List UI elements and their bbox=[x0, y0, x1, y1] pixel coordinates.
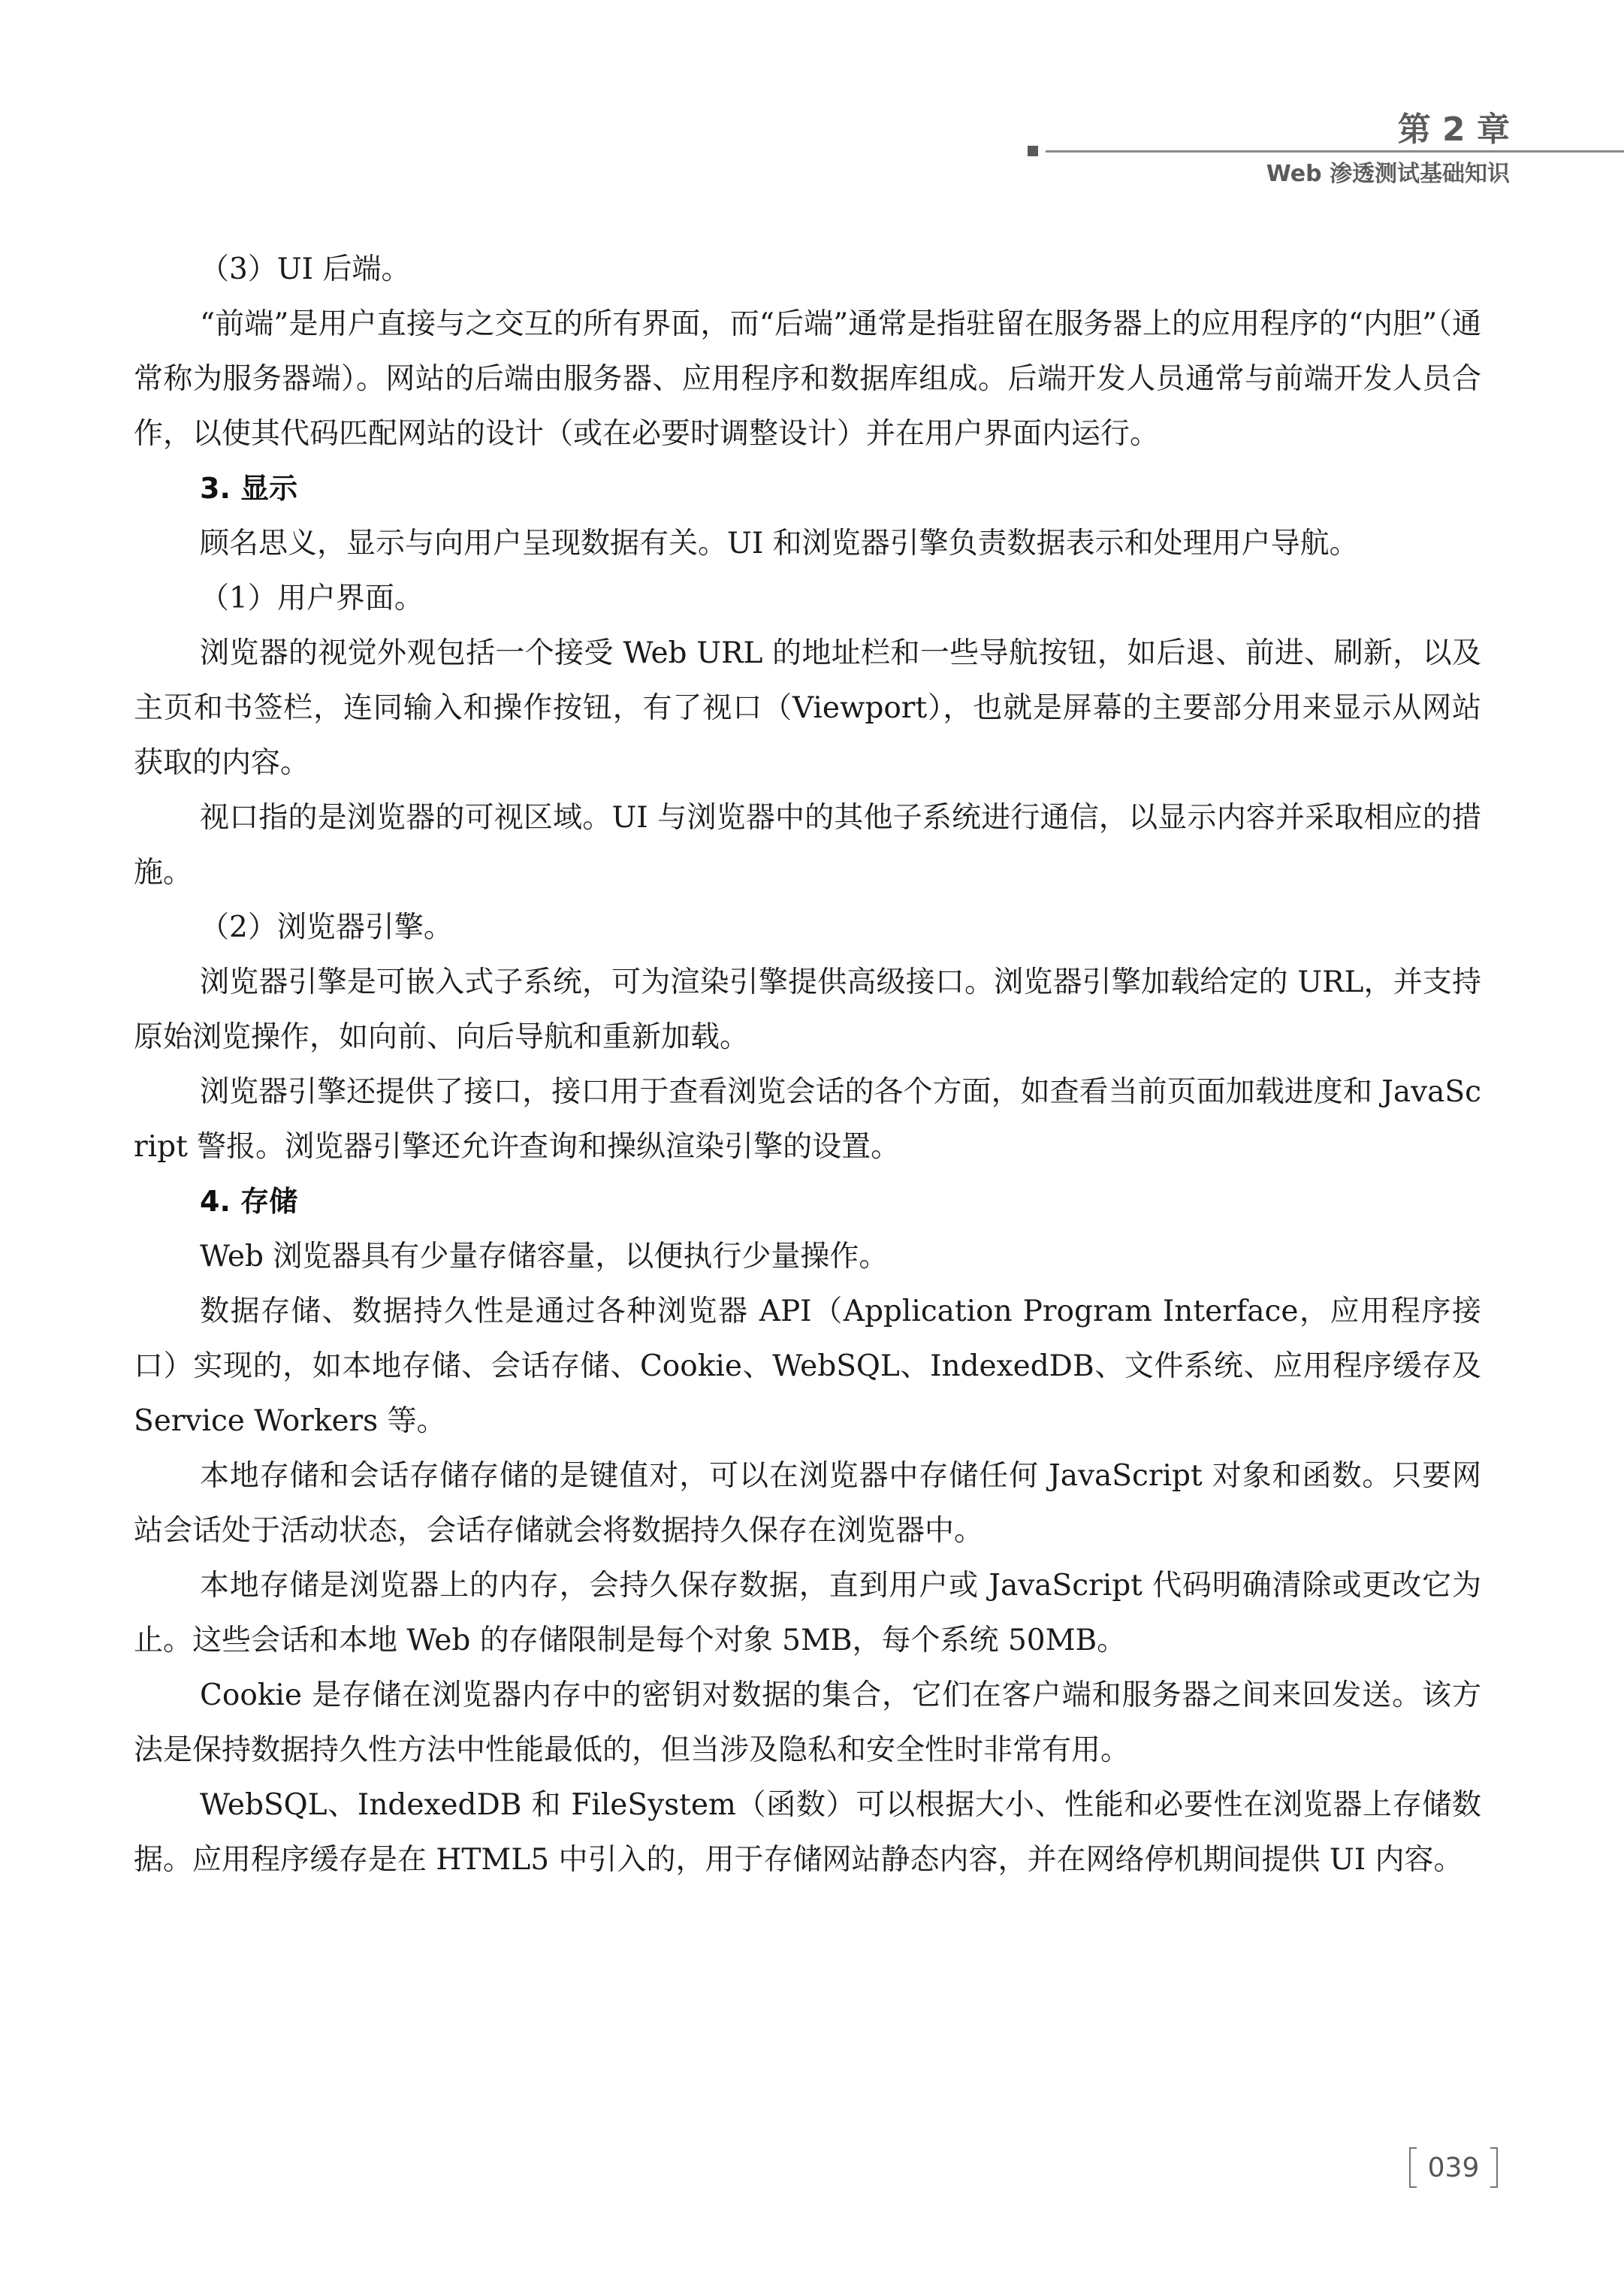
paragraph-storage-5: Cookie 是存储在浏览器内存中的密钥对数据的集合，它们在客户端和服务器之间来回发送。该方法是保持数据持久性方法中性能最低的，但当涉及隐私和安全性时非常有用。 bbox=[134, 1678, 1481, 1767]
header-marker bbox=[1028, 146, 1038, 156]
right-bracket bbox=[1490, 2147, 1498, 2188]
page-number-text: 039 bbox=[1427, 2152, 1480, 2183]
chapter-title: Web 渗透测试基础知识 bbox=[1266, 161, 1510, 187]
page-body bbox=[134, 242, 1481, 1887]
list-item-user-interface: （1）用户界面。 bbox=[200, 582, 424, 615]
paragraph-storage-3: 本地存储和会话存储存储的是键值对，可以在浏览器中存储任何 JavaScript 对象和函数。只要网站会话处于活动状态，会话存储就会将数据持久保存在浏览器中。 bbox=[134, 1459, 1481, 1548]
paragraph-storage-4: 本地存储是浏览器上的内存，会持久保存数据，直到用户或 JavaScript 代码明确清除或更改它为止。这些会话和本地 Web 的存储限制是每个对象 5MB，每个系统 50MB。 bbox=[134, 1569, 1481, 1657]
section-heading-display: 3. 显示 bbox=[200, 472, 298, 505]
list-item-browser-engine: （2）浏览器引擎。 bbox=[200, 911, 453, 944]
paragraph-backend: “前端”是用户直接与之交互的所有界面，而“后端”通常是指驻留在服务器上的应用程序的“内胆”（通常称为服务器端）。网站的后端由服务器、应用程序和数据库组成。后端开发人员通常与前端开发人员合作，以使其代码匹配网站的设计（或在必要时调整设计）并在用户界面内运行。 bbox=[134, 307, 1481, 451]
chapter-number: 第 2 章 bbox=[1397, 110, 1510, 149]
paragraph-browser-look: 浏览器的视觉外观包括一个接受 Web URL 的地址栏和一些导航按钮，如后退、前进、刷新，以及主页和书签栏，连同输入和操作按钮，有了视口（Viewport），也就是屏幕的主要部分用来显示从网站获取的内容。 bbox=[134, 636, 1481, 780]
paragraph-storage-1: Web 浏览器具有少量存储容量，以便执行少量操作。 bbox=[200, 1240, 889, 1273]
paragraph-storage-6: WebSQL、IndexedDB 和 FileSystem（函数）可以根据大小、性能和必要性在浏览器上存储数据。应用程序缓存是在 HTML5 中引入的，用于存储网站静态内容，并在网络停机期间提供 UI 内容。 bbox=[134, 1788, 1481, 1877]
paragraph-display: 顾名思义，显示与向用户呈现数据有关。UI 和浏览器引擎负责数据表示和处理用户导航。 bbox=[200, 527, 1359, 560]
list-item-ui-backend: （3）UI 后端。 bbox=[200, 252, 411, 286]
paragraph-storage-2: 数据存储、数据持久性是通过各种浏览器 API（Application Program Interface，应用程序接口）实现的，如本地存储、会话存储、Cookie、WebSQL、IndexedDB、文件系统、应用程序缓存及 Service Workers 等。 bbox=[134, 1295, 1481, 1438]
paragraph-viewport: 视口指的是浏览器的可视区域。UI 与浏览器中的其他子系统进行通信，以显示内容并采取相应的措施。 bbox=[134, 801, 1481, 890]
section-heading-storage: 4. 存储 bbox=[200, 1185, 298, 1218]
header-rule bbox=[1046, 150, 1624, 153]
left-bracket bbox=[1409, 2147, 1417, 2188]
page-number bbox=[1409, 2147, 1498, 2188]
paragraph-engine-2: 浏览器引擎还提供了接口，接口用于查看浏览会话的各个方面，如查看当前页面加载进度和 JavaScript 警报。浏览器引擎还允许查询和操纵渲染引擎的设置。 bbox=[134, 1075, 1481, 1164]
paragraph-engine-1: 浏览器引擎是可嵌入式子系统，可为渲染引擎提供高级接口。浏览器引擎加载给定的 URL，并支持原始浏览操作，如向前、向后导航和重新加载。 bbox=[134, 965, 1481, 1054]
